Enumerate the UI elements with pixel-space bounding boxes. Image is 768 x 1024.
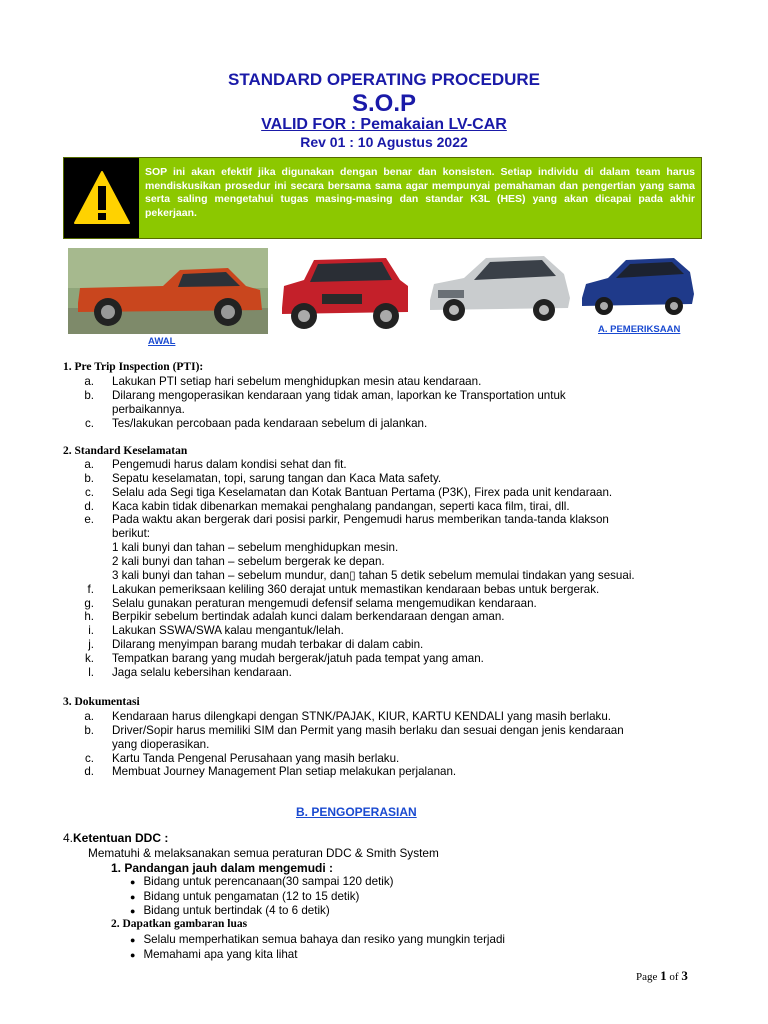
list-item xyxy=(70,555,710,569)
list-item-text: Lakukan PTI setiap hari sebelum menghidupkan mesin atau kendaraan. xyxy=(112,375,482,388)
silver-mpv-image xyxy=(424,252,574,322)
list-item-marker: c. xyxy=(84,416,94,430)
list-item-text: Driver/Sopir harus memiliki SIM dan Permit yang masih berlaku dan sesuai dengan jenis kendaraan xyxy=(112,723,624,737)
list-item xyxy=(70,638,710,652)
caption-awal[interactable]: AWAL xyxy=(148,336,176,347)
bullet-item xyxy=(130,875,394,890)
list-item-text: berikut: xyxy=(112,527,151,541)
page-label: Page xyxy=(636,971,658,983)
list-item xyxy=(70,389,710,403)
list-item-text: Lakukan SSWA/SWA kalau mengantuk/lelah. xyxy=(112,624,344,638)
list-item-marker: b. xyxy=(84,723,94,737)
bullet-dot-icon: ● xyxy=(130,949,136,960)
list-item-text: Selalu gunakan peraturan mengemudi defensif selama mengemudikan kendaraan. xyxy=(112,596,537,610)
section-b-title[interactable]: B. PENGOPERASIAN xyxy=(296,805,417,819)
warning-triangle-icon xyxy=(64,158,139,238)
caption-pemeriksaan[interactable]: A. PEMERIKSAAN xyxy=(598,324,681,335)
list-item-text: Pengemudi harus dalam kondisi sehat dan fit. xyxy=(112,458,347,471)
warning-text: SOP ini akan efektif jika digunakan dengan benar dan konsisten. Setiap individu di dalam team harus mendiskusikan prosedur ini secara bersama sama agar mempunyai pemahaman dan pengertian yang sama serta saling mengetahui tugas masing-masing dan standar K3L (HES) yang akan dicapai pada akhir pekerjaan. xyxy=(139,158,701,238)
list-item-marker: a. xyxy=(84,375,94,388)
list-item xyxy=(70,513,710,527)
list-item-text: Selalu ada Segi tiga Keselamatan dan Kotak Bantuan Pertama (P3K), Firex pada unit kendaraan. xyxy=(112,485,613,499)
list-item xyxy=(70,724,710,738)
red-suv-image xyxy=(274,250,414,340)
list-item-text: Tempatkan barang yang mudah bergerak/jatuh pada tempat yang aman. xyxy=(112,651,484,665)
section2-list xyxy=(70,458,710,680)
list-item-text: Dilarang menyimpan barang mudah terbakar di dalam cabin. xyxy=(112,638,424,652)
list-item xyxy=(70,666,710,680)
list-item xyxy=(70,710,710,724)
section4-intro: Mematuhi & melaksanakan semua peraturan DDC & Smith System xyxy=(88,846,439,860)
warning-box xyxy=(63,157,702,239)
list-item xyxy=(70,569,710,583)
list-item xyxy=(70,375,710,389)
bullet-dot-icon: ● xyxy=(130,877,136,887)
list-item-marker: l. xyxy=(88,665,94,679)
list-item-text: Kartu Tanda Pengenal Perusahaan yang masih berlaku. xyxy=(112,751,400,765)
section3-title: 3. Dokumentasi xyxy=(63,696,140,708)
list-item-text: Dilarang mengoperasikan kendaraan yang tidak aman, laporkan ke Transportation untuk xyxy=(112,388,566,402)
list-item-marker: b. xyxy=(84,471,94,485)
page-total: 3 xyxy=(681,968,688,983)
list-item xyxy=(70,486,710,500)
list-item-marker: i. xyxy=(88,624,94,638)
list-item xyxy=(70,610,710,624)
section3-list xyxy=(70,710,710,779)
list-item xyxy=(70,624,710,638)
car-images xyxy=(0,248,768,348)
list-item-marker: d. xyxy=(84,499,94,513)
list-item-marker: e. xyxy=(84,513,94,527)
list-item-text: Lakukan pemeriksaan keliling 360 derajat untuk memastikan kendaraan bebas untuk bergerak. xyxy=(112,582,600,596)
list-item-text: Berpikir sebelum bertindak adalah kunci dalam berkendaraan dengan aman. xyxy=(112,610,505,624)
bullet-item xyxy=(130,933,505,948)
list-item-marker: f. xyxy=(87,582,94,596)
bullet-text: Bidang untuk perencanaan(30 sampai 120 detik) xyxy=(143,875,394,888)
list-item-text: Kaca kabin tidak dibenarkan memakai penghalang pandangan, seperti kaca film, tirai, dll. xyxy=(112,499,570,513)
section4-sub1: 1. Pandangan jauh dalam mengemudi : xyxy=(111,861,334,875)
bullet-dot-icon: ● xyxy=(130,891,136,902)
list-item-text: Kendaraan harus dilengkapi dengan STNK/PAJAK, KIUR, KARTU KENDALI yang masih berlaku. xyxy=(112,710,612,723)
list-item xyxy=(70,583,710,597)
list-item-text: perbaikannya. xyxy=(112,402,185,416)
bullet-dot-icon: ● xyxy=(130,935,136,945)
list-item-marker: g. xyxy=(84,596,94,610)
doc-revision: Rev 01 : 10 Agustus 2022 xyxy=(300,134,468,150)
section4-title xyxy=(63,831,168,845)
section1-list xyxy=(70,375,710,430)
list-item xyxy=(70,417,710,431)
bullet-text: Memahami apa yang kita lihat xyxy=(143,947,298,961)
list-item-text: Pada waktu akan bergerak dari posisi parkir, Pengemudi harus memberikan tanda-tanda klakson xyxy=(112,513,609,527)
list-item xyxy=(70,458,710,472)
list-item-marker: c. xyxy=(84,751,94,765)
list-item xyxy=(70,403,710,417)
blue-mpv-image xyxy=(578,256,698,318)
section4-number: 4. xyxy=(63,831,74,845)
list-item xyxy=(70,752,710,766)
list-item-marker: c. xyxy=(84,485,94,499)
list-item xyxy=(70,541,710,555)
doc-title: STANDARD OPERATING PROCEDURE xyxy=(228,70,540,89)
bullet-text: Bidang untuk bertindak (4 to 6 detik) xyxy=(143,904,330,917)
bullet-item xyxy=(130,948,297,963)
section1-title: 1. Pre Trip Inspection (PTI): xyxy=(63,361,204,373)
bullet-item xyxy=(130,890,359,905)
section2-title: 2. Standard Keselamatan xyxy=(63,445,188,457)
section4-label: Ketentuan DDC : xyxy=(73,831,169,845)
list-item-text: Membuat Journey Management Plan setiap melakukan perjalanan. xyxy=(112,765,457,779)
list-item-text: 3 kali bunyi dan tahan – sebelum mundur, dan▯ tahan 5 detik sebelum memulai tindakan yang sesuai. xyxy=(112,568,635,582)
list-item-text: Tes/lakukan percobaan pada kendaraan sebelum di jalankan. xyxy=(112,416,428,430)
bullet-text: Bidang untuk pengamatan (12 to 15 detik) xyxy=(143,889,360,903)
doc-subtitle-sop: S.O.P xyxy=(351,90,417,117)
list-item-text: Sepatu keselamatan, topi, sarung tangan dan Kaca Mata safety. xyxy=(112,471,442,485)
list-item xyxy=(70,652,710,666)
list-item xyxy=(70,765,710,779)
list-item-text: Jaga selalu kebersihan kendaraan. xyxy=(112,665,292,679)
section4-sub2: 2. Dapatkan gambaran luas xyxy=(111,918,248,930)
list-item xyxy=(70,597,710,611)
page-of: of xyxy=(669,971,679,983)
list-item-marker: j. xyxy=(88,638,94,652)
doc-valid-for: VALID FOR : Pemakaian LV-CAR xyxy=(261,116,507,133)
list-item-marker: k. xyxy=(84,651,94,665)
pickup-truck-image xyxy=(68,248,268,334)
bullet-item xyxy=(130,904,330,919)
list-item-marker: h. xyxy=(84,610,94,624)
list-item xyxy=(70,527,710,541)
list-item-marker: a. xyxy=(84,458,94,471)
bullet-dot-icon: ● xyxy=(130,906,136,916)
bullet-text: Selalu memperhatikan semua bahaya dan resiko yang mungkin terjadi xyxy=(143,933,505,946)
list-item-marker: b. xyxy=(84,388,94,402)
list-item-marker: a. xyxy=(84,710,94,723)
page-number xyxy=(636,968,688,984)
page-current: 1 xyxy=(660,968,667,983)
list-item xyxy=(70,472,710,486)
list-item-text: 2 kali bunyi dan tahan – sebelum bergerak ke depan. xyxy=(112,554,385,568)
list-item-text: yang dioperasikan. xyxy=(112,737,210,751)
list-item xyxy=(70,500,710,514)
list-item-marker: d. xyxy=(84,765,94,779)
list-item-text: 1 kali bunyi dan tahan – sebelum menghidupkan mesin. xyxy=(112,541,399,555)
list-item xyxy=(70,738,710,752)
